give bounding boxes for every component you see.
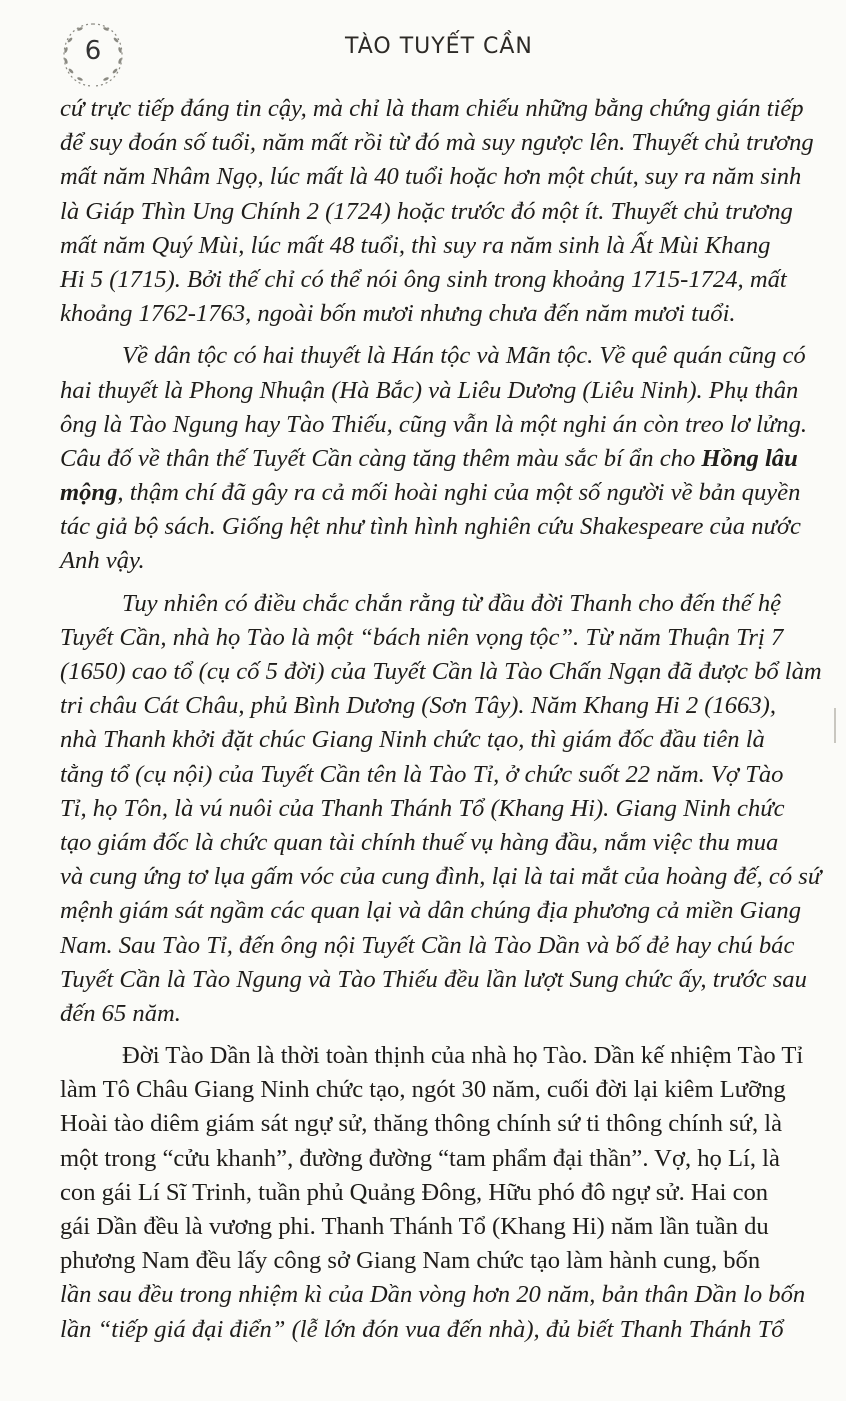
text-line: khoảng 1762-1763, ngoài bốn mươi nhưng chưa đến năm mươi tuổi. <box>60 300 736 328</box>
text-line: con gái Lí Sĩ Trinh, tuần phủ Quảng Đông, Hữu phó đô ngự sử. Hai con <box>60 1178 769 1206</box>
text-line: lần “tiếp giá đại điển” (lễ lớn đón vua đến nhà), đủ biết Thanh Thánh Tổ <box>60 1315 784 1343</box>
text-line: tằng tổ (cụ nội) của Tuyết Cần tên là Tào Tỉ, ở chức suốt 22 năm. Vợ Tào <box>60 760 784 788</box>
text-line: Nam. Sau Tào Tỉ, đến ông nội Tuyết Cần là Tào Dần và bố đẻ hay chú bác <box>60 931 795 959</box>
text-line: và cung ứng tơ lụa gấm vóc của cung đình, lại là tai mắt của hoàng đế, có sứ <box>60 863 822 891</box>
text-line: Anh vậy. <box>60 547 145 575</box>
book-title-hong-lau: Hồng lâu <box>701 444 798 472</box>
text-line: tác giả bộ sách. Giống hệt như tình hình nghiên cứu Shakespeare của nước <box>60 513 801 541</box>
page-number: 6 <box>84 36 102 66</box>
text-segment: Câu đố về thân thế Tuyết Cần càng tăng thêm màu sắc bí ẩn cho <box>60 444 696 472</box>
paragraph-2 <box>60 339 822 578</box>
text-line: mất năm Nhâm Ngọ, lúc mất là 40 tuổi hoặc hơn một chút, suy ra năm sinh <box>60 163 802 191</box>
paragraph-4 <box>60 1039 822 1347</box>
text-line: Đời Tào Dần là thời toàn thịnh của nhà họ Tào. Dần kế nhiệm Tào Tỉ <box>122 1042 804 1070</box>
text-line: phương Nam đều lấy công sở Giang Nam chức tạo làm hành cung, bốn <box>60 1247 761 1275</box>
text-line: Tuyết Cần là Tào Ngung và Tào Thiếu đều lần lượt Sung chức ấy, trước sau <box>60 965 807 993</box>
text-line: Tỉ, họ Tôn, là vú nuôi của Thanh Thánh Tổ (Khang Hi). Giang Ninh chức <box>60 794 785 822</box>
paragraph-1 <box>60 92 822 331</box>
text-line: lần sau đều trong nhiệm kì của Dần vòng hơn 20 năm, bản thân Dần lo bốn <box>60 1281 806 1309</box>
text-line: là Giáp Thìn Ung Chính 2 (1724) hoặc trước đó một ít. Thuyết chủ trương <box>60 197 793 225</box>
text-line: mệnh giám sát ngầm các quan lại và dân chúng địa phương cả miền Giang <box>60 897 802 925</box>
text-line: nhà Thanh khởi đặt chúc Giang Ninh chức tạo, thì giám đốc đầu tiên là <box>60 726 765 754</box>
text-line: hai thuyết là Phong Nhuận (Hà Bắc) và Liêu Dương (Liêu Ninh). Phụ thân <box>60 376 799 404</box>
page-body <box>60 92 822 1347</box>
text-line-with-book-title <box>60 442 822 476</box>
text-line: Về dân tộc có hai thuyết là Hán tộc và Mãn tộc. Về quê quán cũng có <box>122 342 806 370</box>
text-line: Tuy nhiên có điều chắc chắn rằng từ đầu đời Thanh cho đến thế hệ <box>122 589 782 617</box>
text-line: mất năm Quý Mùi, lúc mất 48 tuổi, thì suy ra năm sinh là Ất Mùi Khang <box>60 231 771 259</box>
text-line: ông là Tào Ngung hay Tào Thiếu, cũng vẫn là một nghi án còn treo lơ lửng. <box>60 410 808 438</box>
text-segment: , thậm chí đã gây ra cả mối hoài nghi của một số người về bản quyền <box>117 479 801 507</box>
book-title-mong: mộng <box>60 479 118 507</box>
text-line: tri châu Cát Châu, phủ Bình Dương (Sơn Tây). Năm Khang Hi 2 (1663), <box>60 692 776 720</box>
text-line: đến 65 năm. <box>60 999 181 1027</box>
scan-margin-mark <box>834 708 836 743</box>
paragraph-3 <box>60 587 822 1031</box>
text-line: để suy đoán số tuổi, năm mất rồi từ đó mà suy ngược lên. Thuyết chủ trương <box>60 129 814 157</box>
text-line: tạo giám đốc là chức quan tài chính thuế vụ hàng đầu, nắm việc thu mua <box>60 828 779 856</box>
text-line: Hi 5 (1715). Bởi thế chỉ có thể nói ông sinh trong khoảng 1715-1724, mất <box>60 265 787 293</box>
running-header-title: TÀO TUYẾT CẦN <box>345 34 533 59</box>
text-line: làm Tô Châu Giang Ninh chức tạo, ngót 30 năm, cuối đời lại kiêm Lưỡng <box>60 1076 786 1104</box>
text-line-with-book-title <box>60 476 822 510</box>
text-line: cứ trực tiếp đáng tin cậy, mà chỉ là tham chiếu những bằng chứng gián tiếp <box>60 95 804 122</box>
text-line: gái Dần đều là vương phi. Thanh Thánh Tổ (Khang Hi) năm lần tuần du <box>60 1213 769 1240</box>
text-line: một trong “cửu khanh”, đường đường “tam phẩm đại thần”. Vợ, họ Lí, là <box>60 1144 780 1172</box>
text-line: Hoài tào diêm giám sát ngự sử, thăng thông chính sứ ti thông chính sứ, là <box>60 1110 783 1138</box>
text-line: Tuyết Cần, nhà họ Tào là một “bách niên vọng tộc”. Từ năm Thuận Trị 7 <box>60 623 784 651</box>
text-line: (1650) cao tổ (cụ cố 5 đời) của Tuyết Cần là Tào Chấn Ngạn đã được bổ làm <box>60 658 822 685</box>
